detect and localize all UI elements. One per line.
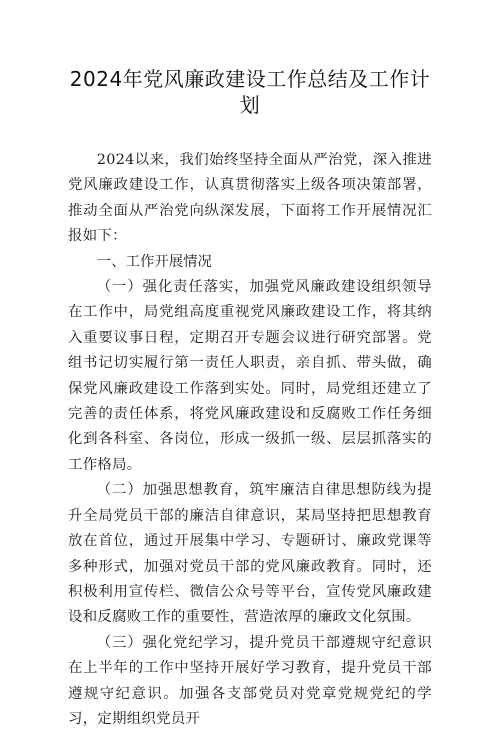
paragraph-education: （二）加强思想教育，筑牢廉洁自律思想防线为提升全局党员干部的廉洁自律意识，某局坚持把思想教育放在首位，通过开展集中学习、专题研讨、廉政党课等多种形式，加强对党员干部的党风廉政教育。同时，还积极利用宣传栏、微信公众号等平台，宣传党风廉政建设和反腐败工作的重要性，营造浓厚的廉政文化氛围。 [68, 482, 432, 626]
paragraph-responsibility: （一）强化责任落实，加强党风廉政建设组织领导在工作中，局党组高度重视党风廉政建设工作，将其纳入重要议事日程，定期召开专题会议进行研究部署。党组书记切实履行第一责任人职责，亲自抓、带头做，确保党风廉政建设工作落到实处。同时，局党组还建立了完善的责任体系，将党风廉政建设和反腐败工作任务细化到各科室、各岗位，形成一级抓一级、层层抓落实的工作格局。 [68, 279, 432, 473]
paragraph-discipline: （三）强化党纪学习，提升党员干部遵规守纪意识在上半年的工作中坚持开展好学习教育，提升党员干部遵规守纪意识。加强各支部党员对党章党规党纪的学习，定期组织党员开 [68, 634, 432, 727]
document-body [68, 148, 432, 732]
intro-paragraph: 2024以来，我们始终坚持全面从严治党，深入推进党风廉政建设工作，认真贯彻落实上级各项决策部署，推动全面从严治党向纵深发展，下面将工作开展情况汇报如下： [68, 152, 432, 245]
document-title: 2024年党风廉政建设工作总结及工作计划 [69, 67, 431, 117]
section-heading: 一、工作开展情况 [96, 253, 212, 270]
